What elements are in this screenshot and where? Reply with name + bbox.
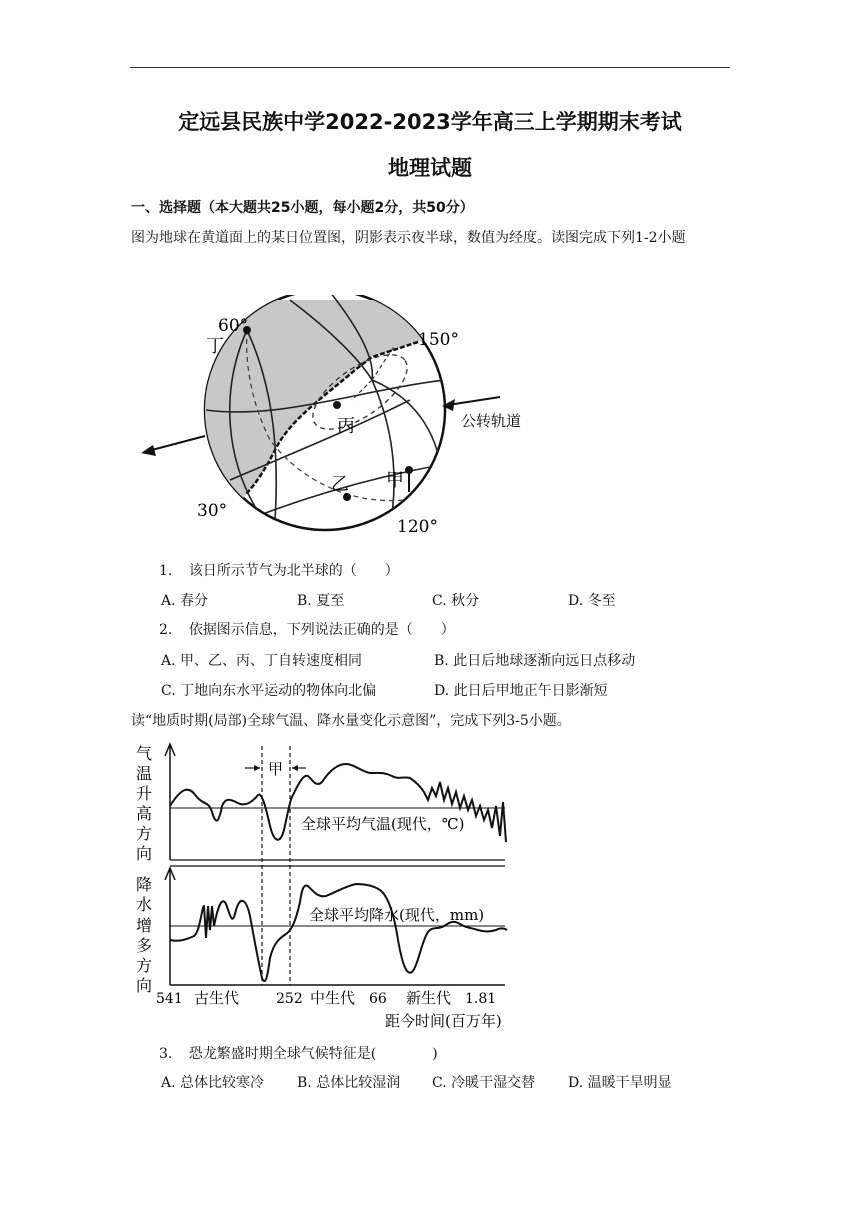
svg-text:增: 增: [136, 916, 153, 935]
era-cenozoic: 新生代: [406, 989, 452, 1007]
q1-option-d[interactable]: D. 冬至: [568, 593, 616, 609]
q3-stem: [159, 1045, 438, 1063]
label-120: 120°: [397, 517, 438, 535]
geologic-climate-chart: [130, 740, 520, 1035]
separator-lines: [170, 860, 505, 866]
y-label-temperature: [136, 744, 152, 863]
label-150: 150°: [418, 330, 459, 350]
intro-questions-1-2: 图为地球在黄道面上的某日位置图，阴影表示夜半球，数值为经度。读图完成下列1-2小题: [131, 230, 686, 246]
orbit-arrow-right: [448, 397, 500, 405]
svg-text:方: 方: [136, 824, 153, 843]
q1-option-b[interactable]: B. 夏至: [297, 593, 345, 609]
q3-option-d[interactable]: D. 温暖干旱明显: [568, 1075, 672, 1091]
svg-text:向: 向: [136, 844, 153, 863]
tick-541: 541: [156, 991, 183, 1007]
temp-reference-label: 全球平均气温(现代，℃): [301, 815, 465, 833]
q1-option-a[interactable]: A. 春分: [161, 593, 209, 609]
svg-text:高: 高: [136, 804, 153, 823]
y-label-precipitation: [136, 875, 152, 995]
label-yi: 乙: [331, 474, 349, 495]
label-jia: 甲: [386, 470, 404, 491]
era-mesozoic: 中生代: [310, 989, 356, 1007]
q3-option-c[interactable]: C. 冷暖干湿交替: [432, 1075, 536, 1091]
tick-252: 252: [276, 991, 303, 1007]
orbit-arrow-left: [148, 436, 205, 451]
earth-position-diagram: [130, 295, 550, 535]
svg-text:水: 水: [136, 895, 153, 914]
x-axis-title: 距今时间(百万年): [385, 1012, 502, 1030]
q3-option-b[interactable]: B. 总体比较湿润: [297, 1075, 401, 1091]
label-orbit: 公转轨道: [461, 412, 522, 430]
svg-text:降: 降: [136, 875, 153, 894]
q2-option-b[interactable]: B. 此日后地球逐渐向远日点移动: [434, 653, 636, 669]
label-60: 60°: [218, 316, 249, 336]
label-ding: 丁: [206, 336, 224, 357]
q1-stem: [159, 562, 399, 580]
era-paleozoic: 古生代: [194, 989, 240, 1007]
svg-text:升: 升: [136, 784, 153, 803]
svg-text:方: 方: [136, 956, 153, 975]
label-jia: 甲: [268, 760, 284, 778]
tick-1-81: 1.81: [465, 991, 497, 1007]
svg-text:温: 温: [136, 764, 153, 783]
tick-66: 66: [369, 991, 387, 1007]
q3-option-a[interactable]: A. 总体比较寒冷: [161, 1075, 265, 1091]
q2-text: 依据图示信息，下列说法正确的是（ ）: [188, 622, 455, 638]
exam-subtitle: 地理试题: [388, 156, 472, 180]
header-rule: [130, 67, 730, 68]
svg-text:向: 向: [136, 976, 153, 995]
exam-title: 定远县民族中学2022-2023学年高三上学期期末考试: [178, 110, 682, 134]
precip-reference-label: 全球平均降水(现代，mm): [309, 906, 485, 924]
point-bing: [333, 401, 341, 409]
svg-text:多: 多: [136, 936, 153, 955]
q2-option-a[interactable]: A. 甲、乙、丙、丁自转速度相同: [161, 653, 363, 669]
intro-questions-3-5: 读“地质时期(局部)全球气温、降水量变化示意图”，完成下列3-5小题。: [131, 713, 571, 729]
svg-text:气: 气: [136, 744, 153, 763]
q2-option-d[interactable]: D. 此日后甲地正午日影渐短: [434, 683, 608, 699]
label-bing: 丙: [337, 416, 355, 437]
q3-text: 恐龙繁盛时期全球气候特征是( ): [188, 1046, 438, 1062]
section-heading: 一、选择题（本大题共25小题，每小题2分，共50分）: [131, 200, 474, 216]
q1-number: 1.: [159, 563, 173, 579]
precipitation-curve: [170, 884, 507, 981]
q2-stem: [159, 621, 455, 639]
q2-number: 2.: [159, 622, 173, 638]
q1-option-c[interactable]: C. 秋分: [432, 593, 480, 609]
q3-number: 3.: [159, 1046, 173, 1062]
label-30: 30°: [197, 501, 228, 521]
q1-text: 该日所示节气为北半球的（ ）: [188, 563, 399, 579]
q2-option-c[interactable]: C. 丁地向东水平运动的物体向北偏: [161, 683, 377, 699]
